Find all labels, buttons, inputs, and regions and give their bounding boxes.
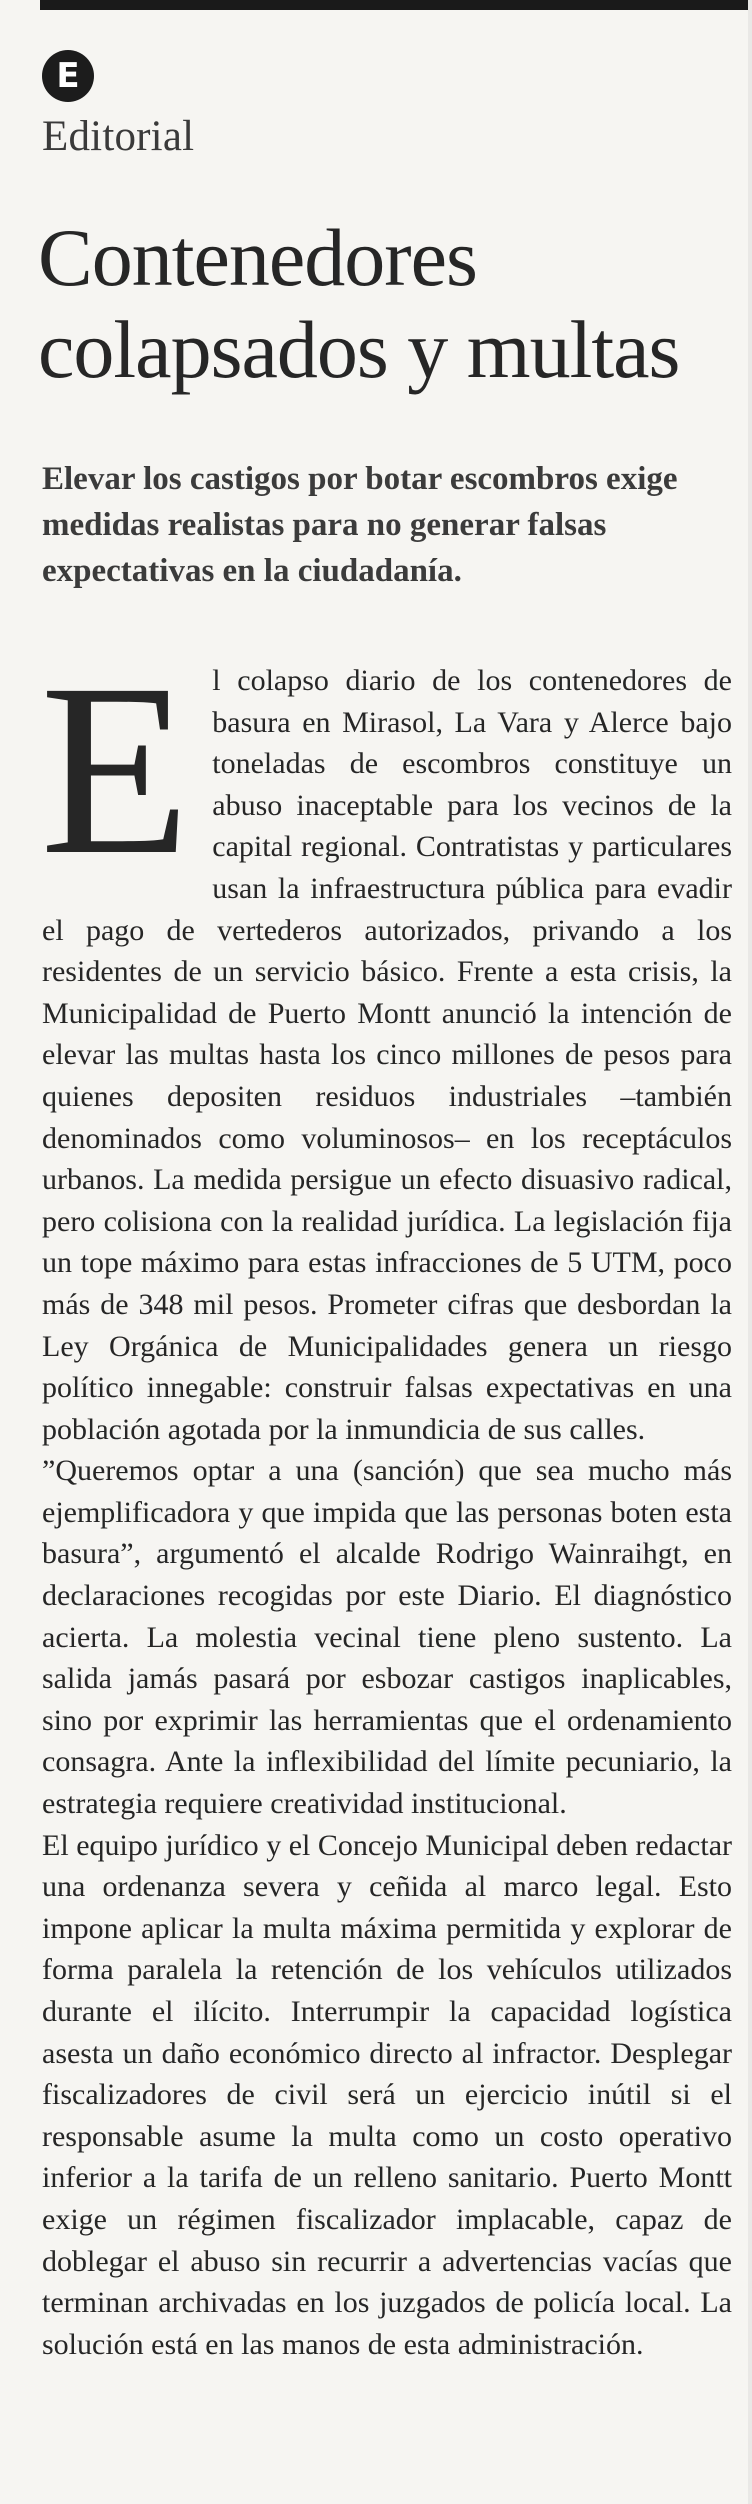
section-label: Editorial [42,113,195,160]
paragraph-2: ”Queremos optar a una (sanción) que sea mucho más ejemplificadora y que impida que las personas boten esta basura”, argumentó el alcalde Rodrigo Wainraihgt, en declaraciones recogidas por este Diario. El diagnóstico acierta. La molestia vecinal tiene pleno sustento. La salida jamás pasará por esbozar castigos inaplicables, sino por exprimir las herramientas que el ordenamiento consagra. Ante la inflexibilidad del límite pecuniario, la estrategia requiere creatividad institucional. [42,1454,732,1821]
headline: Contenedores colapsados y multas [38,212,680,395]
section-badge [42,50,94,102]
page-edge [748,0,752,2504]
paragraph-1 [40,634,732,1450]
paragraph-1-text: l colapso diario de los contenedores de basura en Mirasol, La Vara y Alerce bajo toneladas de escombros constituye un abuso inaceptable para los vecinos de la capital regional. Contratistas y particulares usan la infraestructura pública para evadir el pago de vertederos autorizados, privando a los residentes de un servicio básico. Frente a esta crisis, la Municipalidad de Puerto Montt anunció la intención de elevar las multas hasta los cinco millones de pesos para quienes depositen residuos industriales –también denominados como voluminosos– en los receptáculos urbanos. La medida persigue un efecto disuasivo radical, pero colisiona con la realidad jurídica. La legislación fija un tope máximo para estas infracciones de 5 UTM, poco más de 348 mil pesos. Prometer cifras que desbordan la Ley Orgánica de Municipalidades genera un riesgo político innegable: construir falsas expectativas en una población agotada por la inmundicia de sus calles. [42,664,732,1446]
paragraph-3: El equipo jurídico y el Concejo Municipal deben redactar una ordenanza severa y ceñida al marco legal. Esto impone aplicar la multa máxima permitida y explorar de forma paralela la retención de los vehículos utilizados durante el ilícito. Interrumpir la capacidad logística asesta un daño económico directo al infractor. Desplegar fiscalizadores de civil será un ejercicio inútil si el responsable asume la multa como un costo operativo inferior a la tarifa de un relleno sanitario. Puerto Montt exige un régimen fiscalizador implacable, capaz de doblegar el abuso sin recurrir a advertencias vacías que terminan archivadas en los juzgados de policía local. La solución está en las manos de esta administración. [42,1828,732,2361]
section-badge-letter: E [56,56,80,96]
article-body [40,634,732,2365]
drop-cap: E [40,634,191,906]
deck-subtitle: Elevar los castigos por botar escombros exige medidas realistas para no generar falsas expectativas en la ciudadanía. [42,461,678,589]
top-rule [40,0,752,10]
